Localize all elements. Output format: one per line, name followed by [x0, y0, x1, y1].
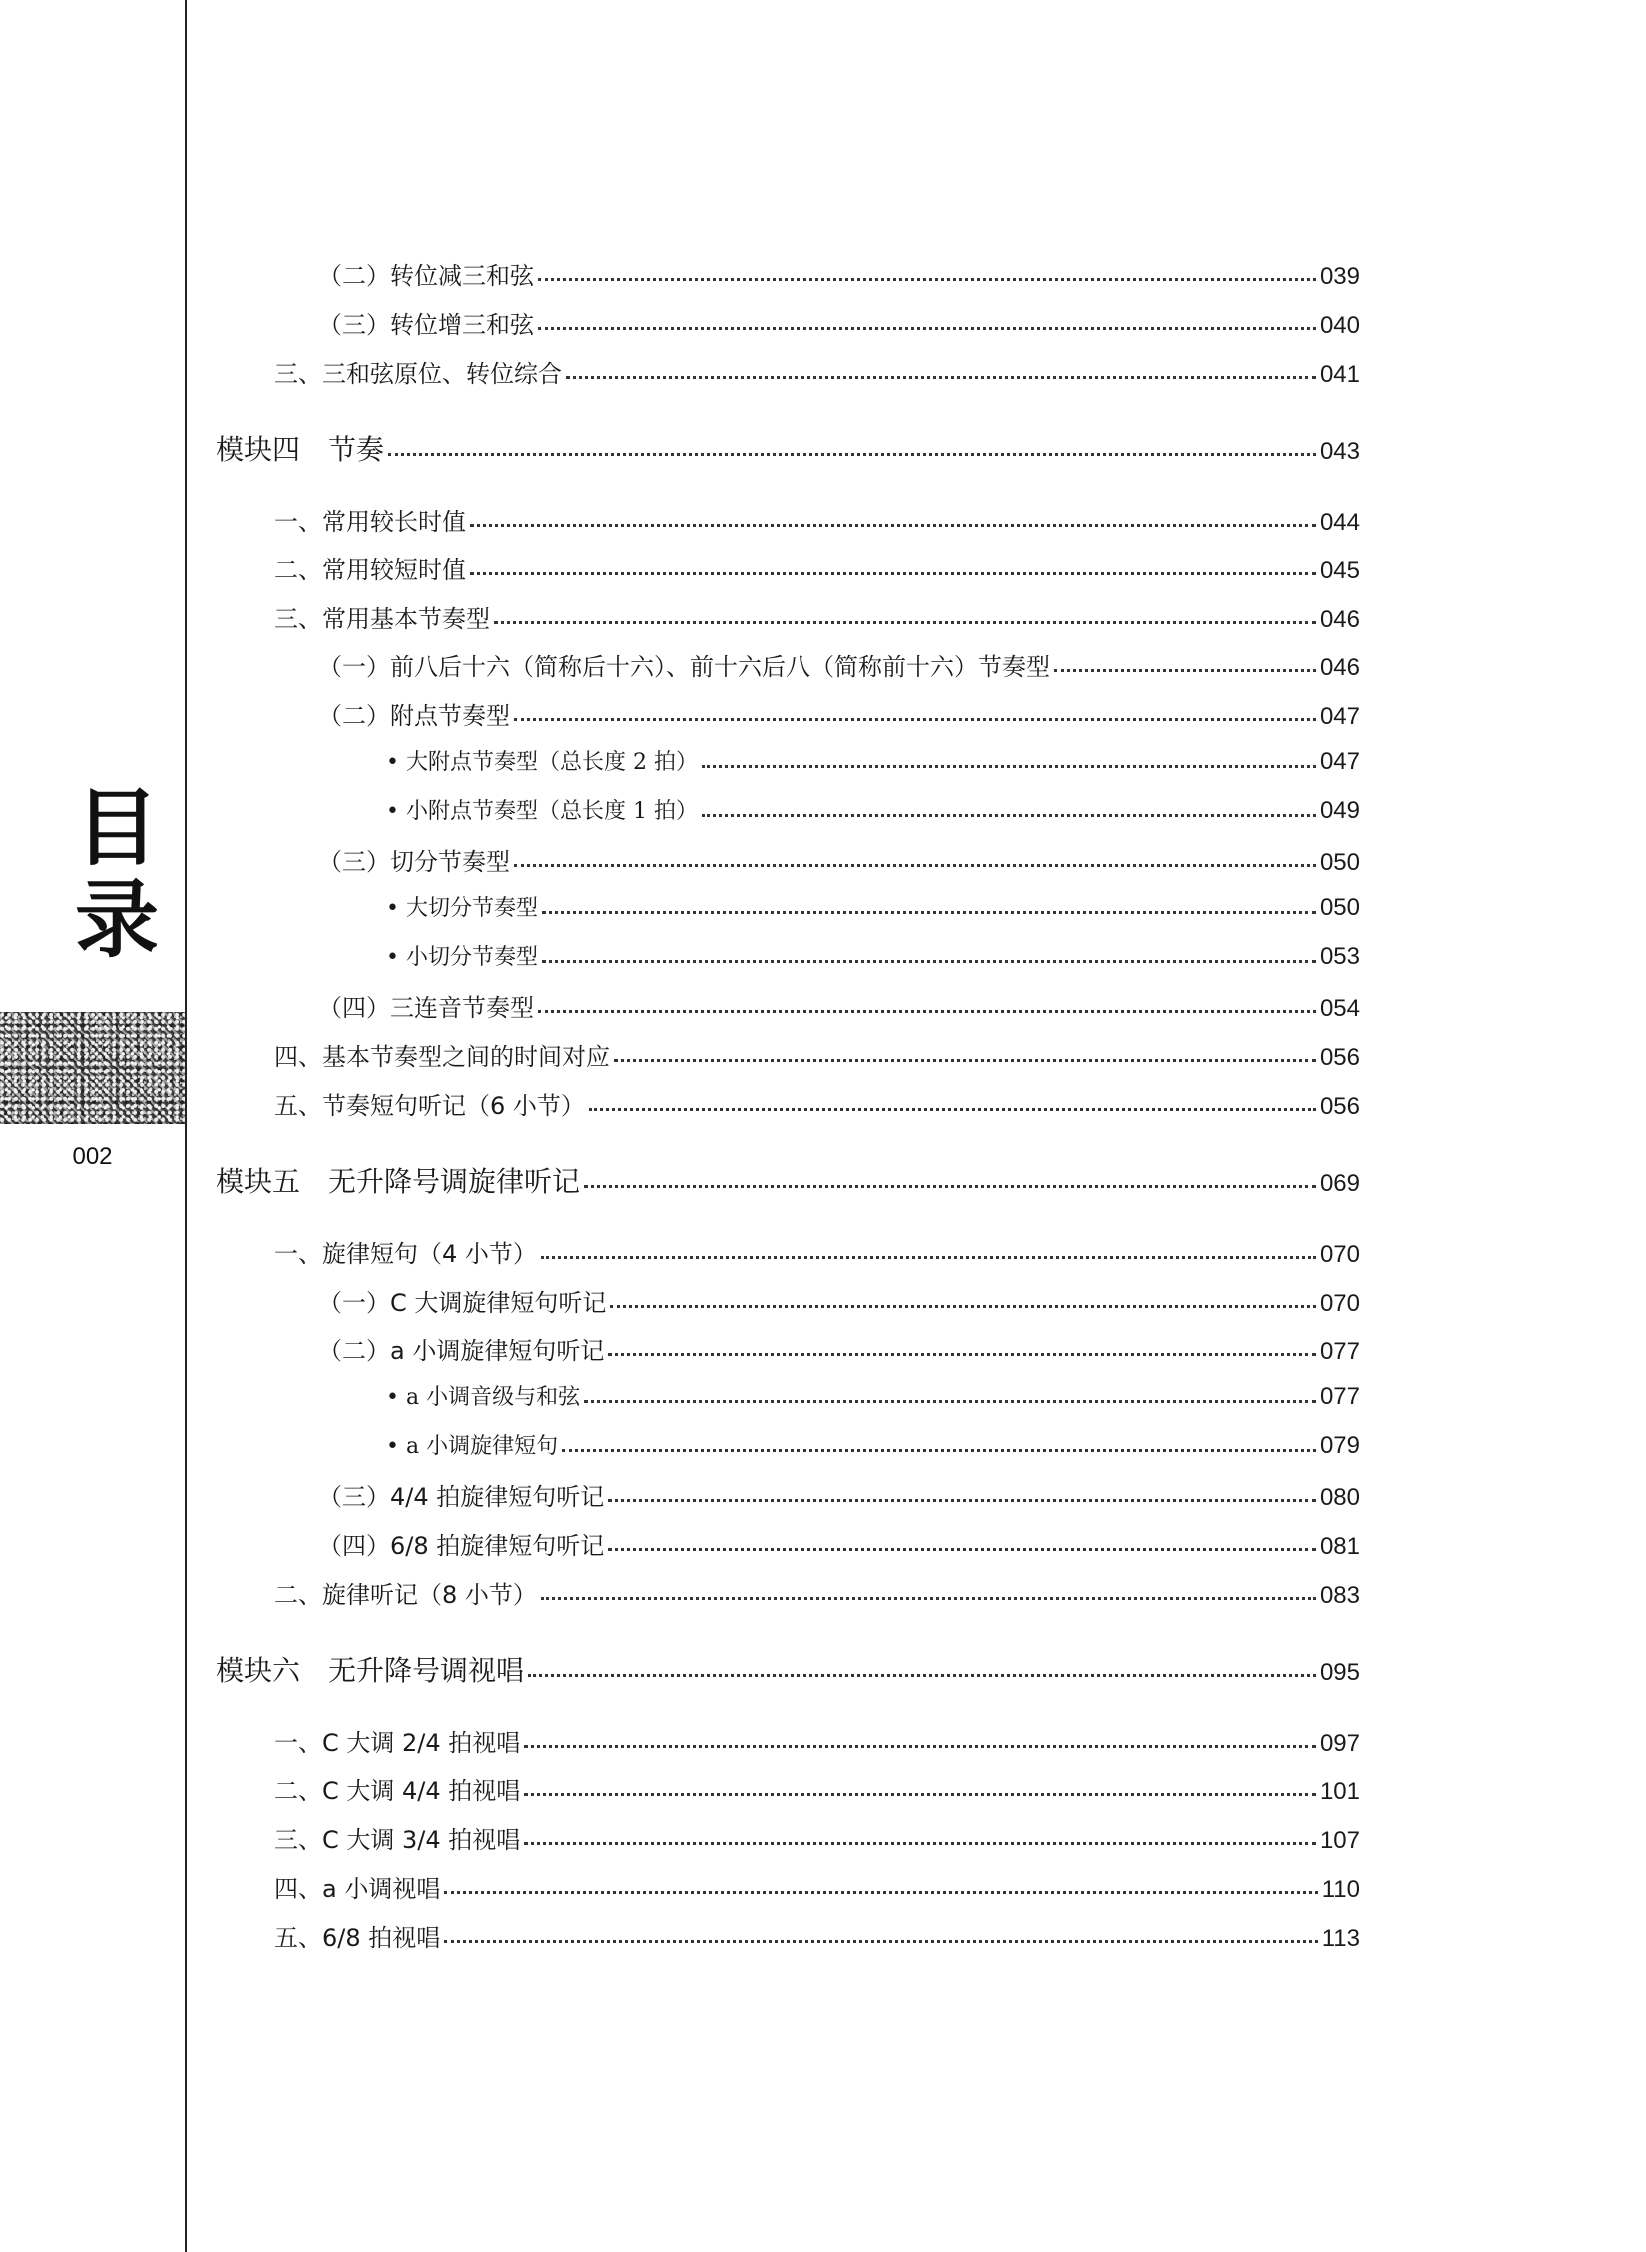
dot-leader — [514, 718, 1316, 721]
toc-entry-label: （二）附点节奏型 — [318, 702, 510, 730]
toc-entry-page: 083 — [1319, 1582, 1360, 1609]
toc-entry-sub[interactable] — [318, 1526, 1360, 1561]
toc-entry-label: （三）转位增三和弦 — [318, 311, 534, 339]
toc-entry-section[interactable] — [274, 502, 1360, 537]
toc-entry-label: 三、常用基本节奏型 — [274, 605, 490, 633]
toc-entry-page: 046 — [1319, 606, 1360, 633]
dot-leader — [538, 327, 1316, 330]
toc-entry-section[interactable] — [274, 354, 1360, 389]
dot-leader — [444, 1891, 1317, 1894]
dot-leader — [538, 278, 1316, 281]
toc-entry-sub[interactable] — [318, 842, 1360, 877]
toc-entry-label: 三、三和弦原位、转位综合 — [274, 360, 562, 388]
toc-entry-section[interactable] — [274, 1869, 1360, 1904]
dot-leader — [702, 814, 1316, 817]
toc-entry-sub[interactable] — [318, 256, 1360, 291]
dot-leader — [1054, 669, 1316, 672]
toc-entry-section[interactable] — [274, 1575, 1360, 1610]
toc-entry-sub[interactable] — [318, 988, 1360, 1023]
dot-leader — [589, 1108, 1316, 1111]
dot-leader — [470, 572, 1316, 575]
toc-entry-bullet[interactable] — [386, 794, 1360, 825]
toc-entry-bullet[interactable] — [386, 1429, 1360, 1460]
toc-entry-label: • a 小调音级与和弦 — [386, 1385, 581, 1410]
toc-entry-page: 045 — [1319, 557, 1360, 584]
toc-entry-page: 050 — [1319, 894, 1360, 921]
dot-leader — [566, 376, 1316, 379]
toc-entry-page: 044 — [1319, 509, 1360, 536]
contents-title-char-2: 录 — [74, 870, 159, 969]
dot-leader — [542, 911, 1316, 914]
toc-entry-page: 081 — [1319, 1533, 1360, 1560]
toc-entry-page: 049 — [1319, 797, 1360, 824]
toc-entry-label: 四、基本节奏型之间的时间对应 — [274, 1043, 610, 1071]
toc-entry-page: 070 — [1319, 1290, 1360, 1317]
toc-entry-label: • 小切分节奏型 — [386, 945, 538, 970]
toc-entry-page: 047 — [1319, 703, 1360, 730]
dot-leader — [444, 1940, 1317, 1943]
toc-entry-label: 二、常用较短时值 — [274, 556, 466, 584]
toc-entry-page: 095 — [1319, 1659, 1360, 1686]
toc-entry-bullet[interactable] — [386, 1380, 1360, 1411]
dot-leader — [541, 1597, 1316, 1600]
toc-entry-module[interactable] — [216, 428, 1360, 468]
toc-entry-section[interactable] — [274, 1771, 1360, 1806]
toc-entry-section[interactable] — [274, 1234, 1360, 1269]
toc-entry-label: 模块六 无升降号调视唱 — [216, 1654, 525, 1687]
toc-entry-page: 054 — [1319, 995, 1360, 1022]
toc-entry-label: （四）6/8 拍旋律短句听记 — [318, 1532, 605, 1560]
toc-entry-label: 模块四 节奏 — [216, 433, 385, 466]
toc-entry-bullet[interactable] — [386, 891, 1360, 922]
toc-entry-label: （三）4/4 拍旋律短句听记 — [318, 1483, 605, 1511]
dot-leader — [542, 960, 1316, 963]
toc-entry-label: 五、节奏短句听记（6 小节） — [274, 1092, 585, 1120]
contents-title-char-1: 目 — [74, 778, 159, 877]
toc-entry-page: 047 — [1319, 748, 1360, 775]
dot-leader — [584, 1185, 1316, 1188]
toc-entry-label: （二）a 小调旋律短句听记 — [318, 1337, 605, 1365]
dot-leader — [470, 524, 1316, 527]
toc-entry-section[interactable] — [274, 1820, 1360, 1855]
toc-entry-page: 043 — [1319, 438, 1360, 465]
toc-entry-sub[interactable] — [318, 1331, 1360, 1366]
toc-entry-section[interactable] — [274, 1723, 1360, 1758]
toc-entry-page: 113 — [1321, 1925, 1360, 1952]
toc-entry-page: 039 — [1319, 263, 1360, 290]
toc-entry-label: 一、旋律短句（4 小节） — [274, 1240, 537, 1268]
toc-entry-label: （一）C 大调旋律短句听记 — [318, 1289, 607, 1317]
toc-entry-page: 097 — [1319, 1730, 1360, 1757]
toc-entry-page: 070 — [1319, 1241, 1360, 1268]
dot-leader — [702, 765, 1316, 768]
dot-leader — [541, 1256, 1316, 1259]
toc-entry-section[interactable] — [274, 1918, 1360, 1953]
dot-leader — [614, 1059, 1316, 1062]
toc-entry-page: 110 — [1321, 1876, 1360, 1903]
toc-entry-label: 二、旋律听记（8 小节） — [274, 1581, 537, 1609]
toc-entry-label: 三、C 大调 3/4 拍视唱 — [274, 1826, 521, 1854]
toc-entry-page: 053 — [1319, 943, 1360, 970]
dot-leader — [528, 1674, 1316, 1677]
toc-entry-section[interactable] — [274, 550, 1360, 585]
toc-entry-page: 079 — [1319, 1432, 1360, 1459]
page-number: 002 — [72, 1143, 113, 1170]
toc-entry-label: • 大附点节奏型（总长度 2 拍） — [386, 750, 698, 775]
dot-leader — [608, 1353, 1316, 1356]
toc-entry-page: 077 — [1319, 1383, 1360, 1410]
toc-entry-page: 040 — [1319, 312, 1360, 339]
toc-entry-page: 041 — [1319, 361, 1360, 388]
dot-leader — [514, 864, 1316, 867]
toc-entry-module[interactable] — [216, 1160, 1360, 1200]
toc-entry-sub[interactable] — [318, 1283, 1360, 1318]
toc-entry-module[interactable] — [216, 1649, 1360, 1689]
toc-entry-label: • a 小调旋律短句 — [386, 1434, 559, 1459]
toc-entry-page: 056 — [1319, 1093, 1360, 1120]
toc-entry-label: （三）切分节奏型 — [318, 848, 510, 876]
dot-leader — [608, 1499, 1316, 1502]
toc-entry-page: 056 — [1319, 1044, 1360, 1071]
dot-leader — [524, 1745, 1316, 1748]
toc-entry-label: • 大切分节奏型 — [386, 896, 538, 921]
toc-entry-page: 046 — [1319, 654, 1360, 681]
dot-leader — [524, 1842, 1316, 1845]
toc-entry-label: （二）转位减三和弦 — [318, 262, 534, 290]
toc-entry-bullet[interactable] — [386, 940, 1360, 971]
toc-entry-page: 080 — [1319, 1484, 1360, 1511]
dot-leader — [562, 1449, 1316, 1452]
toc-entry-label: 五、6/8 拍视唱 — [274, 1924, 441, 1952]
toc-entry-sub[interactable] — [318, 696, 1360, 731]
toc-entry-page: 069 — [1319, 1170, 1360, 1197]
toc-entry-page: 101 — [1319, 1778, 1360, 1805]
dot-leader — [494, 621, 1316, 624]
toc-entry-section[interactable] — [274, 1086, 1360, 1121]
toc-entry-section[interactable] — [274, 1037, 1360, 1072]
toc-entry-page: 077 — [1319, 1338, 1360, 1365]
dot-leader — [608, 1548, 1316, 1551]
toc-entry-page: 107 — [1319, 1827, 1360, 1854]
toc-entry-sub[interactable] — [318, 1477, 1360, 1512]
toc-entry-label: 一、C 大调 2/4 拍视唱 — [274, 1729, 521, 1757]
toc-entry-section[interactable] — [274, 599, 1360, 634]
toc-entry-sub[interactable] — [318, 305, 1360, 340]
dot-leader — [584, 1400, 1316, 1403]
dot-leader — [610, 1305, 1316, 1308]
dot-leader — [388, 453, 1316, 456]
toc-entry-bullet[interactable] — [386, 745, 1360, 776]
toc-entry-page: 050 — [1319, 849, 1360, 876]
dot-leader — [538, 1010, 1316, 1013]
toc-entry-label: 一、常用较长时值 — [274, 508, 466, 536]
toc-entry-label: 四、a 小调视唱 — [274, 1875, 441, 1903]
toc-entry-sub[interactable] — [318, 647, 1360, 682]
toc-entry-label: • 小附点节奏型（总长度 1 拍） — [386, 799, 698, 824]
dot-leader — [524, 1793, 1316, 1796]
toc-entry-label: （一）前八后十六（简称后十六）、前十六后八（简称前十六）节奏型 — [318, 653, 1050, 681]
toc-entry-label: 二、C 大调 4/4 拍视唱 — [274, 1777, 521, 1805]
toc-entry-label: 模块五 无升降号调旋律听记 — [216, 1165, 581, 1198]
toc-entry-label: （四）三连音节奏型 — [318, 994, 534, 1022]
